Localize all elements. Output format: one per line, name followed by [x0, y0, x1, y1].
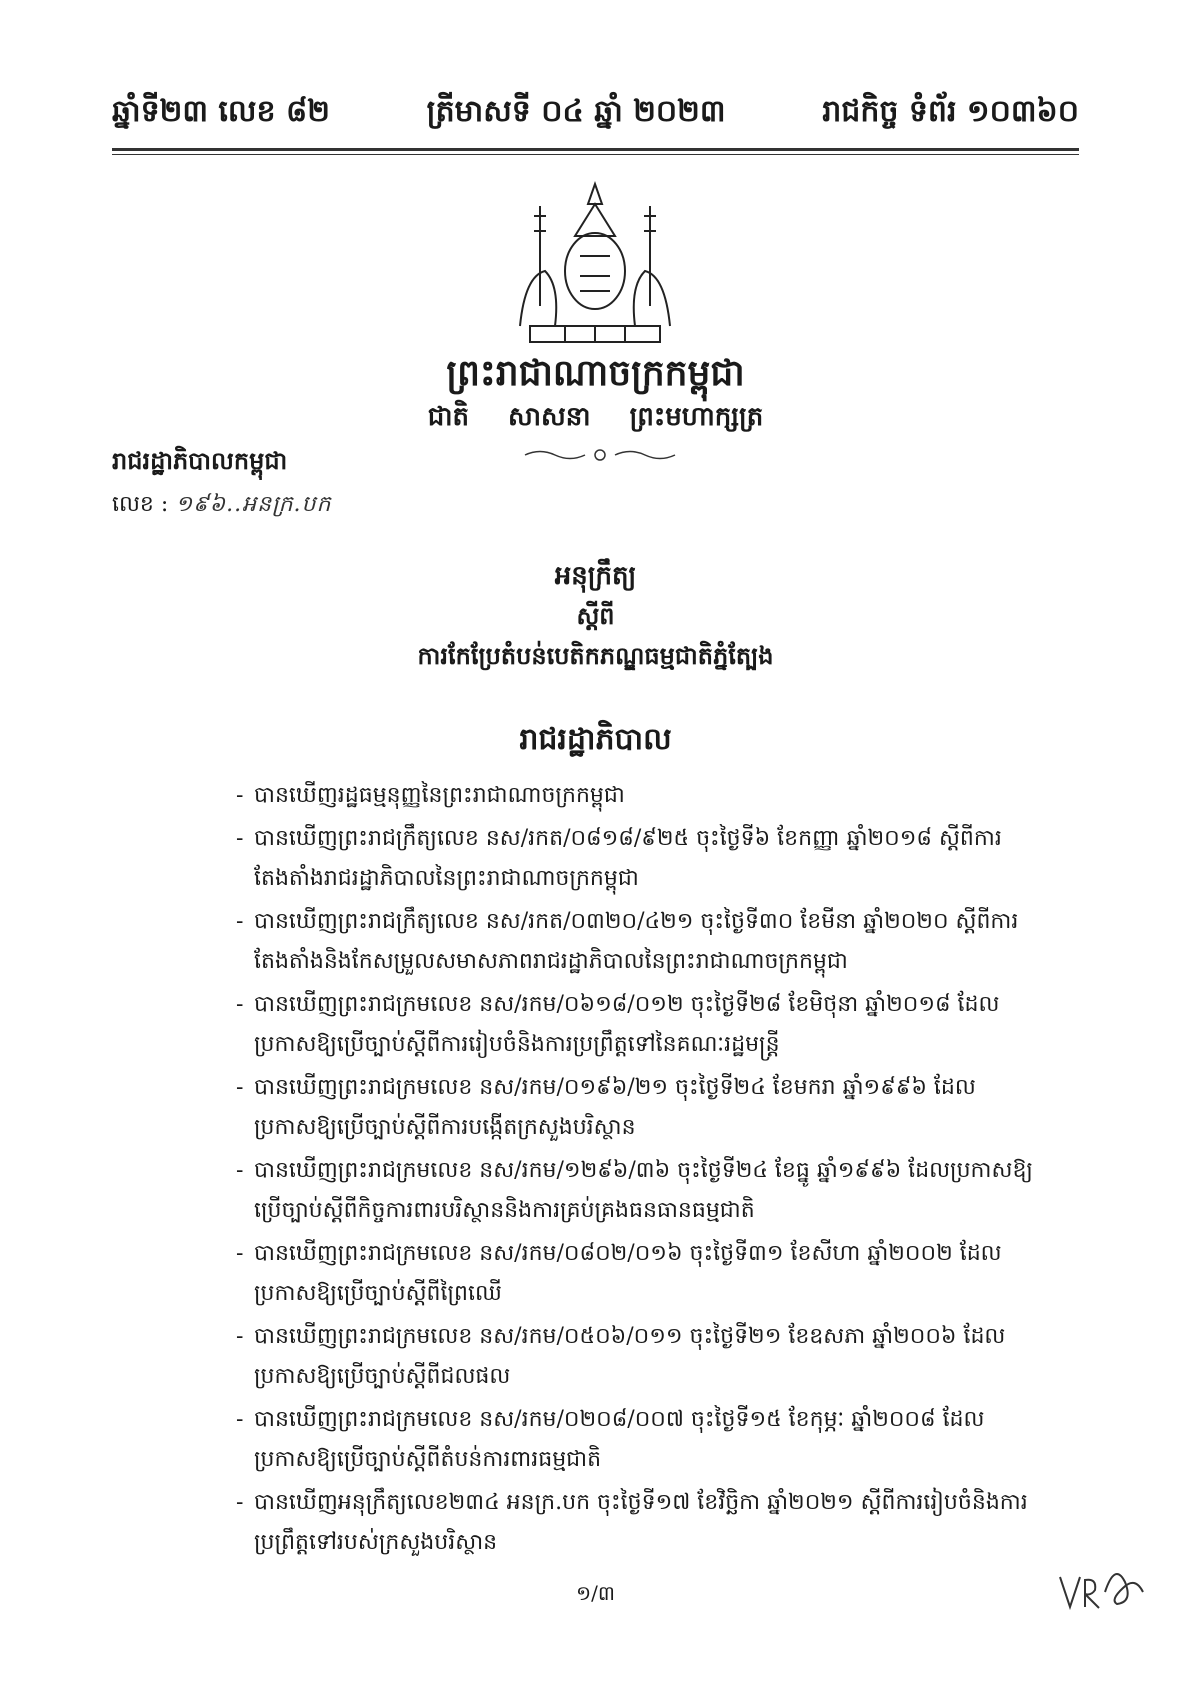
kingdom-name: ព្រះរាជាណាចក្រកម្ពុជា — [446, 352, 745, 394]
document-about: ស្តីពី — [576, 601, 615, 630]
document-type: អនុក្រឹត្យ — [554, 561, 637, 591]
document-subject: ការកែប្រែតំបន់បេតិកភណ្ឌធម្មជាតិភ្នំត្បែង — [417, 641, 774, 670]
clause-item: - បានឃើញព្រះរាជក្រឹត្យលេខ នស/រកត/០៨១៨/៩២៥ ចុះថ្ងៃទី៦ ខែកញ្ញា ឆ្នាំ២០១៨ ស្តីពីការតែងតាំងរាជរដ្ឋាភិបាលនៃព្រះរាជាណាចក្រកម្ពុជា — [236, 819, 1051, 899]
gazette-quarter: ត្រីមាសទី ០៤ ឆ្នាំ ២០២៣ — [426, 94, 726, 129]
clause-item: - បានឃើញព្រះរាជក្រមលេខ នស/រកម/០៥០៦/០១១ ចុះថ្ងៃទី២១ ខែឧសភា ឆ្នាំ២០០៦ ដែលប្រកាសឱ្យប្រើច្បាប់ស្តីពីជលផល — [236, 1317, 1051, 1397]
document-number-label: លេខ : — [112, 492, 169, 517]
government-heading: រាជរដ្ឋាភិបាល — [519, 722, 672, 757]
clause-item: - បានឃើញព្រះរាជក្រឹត្យលេខ នស/រកត/០៣២០/៤២១ ចុះថ្ងៃទី៣០ ខែមីនា ឆ្នាំ២០២០ ស្តីពីការតែងតាំងនិងកែសម្រួលសមាសភាពរាជរដ្ឋាភិបាលនៃព្រះរាជាណាចក្រកម្ពុជា — [236, 902, 1051, 982]
preamble-clauses — [236, 776, 1051, 1566]
national-motto: ជាតិ សាសនា ព្រះមហាក្សត្រ — [427, 402, 764, 432]
clause-item: - បានឃើញព្រះរាជក្រមលេខ នស/រកម/០២០៨/០០៧ ចុះថ្ងៃទី១៥ ខែកុម្ភៈ ឆ្នាំ២០០៨ ដែលប្រកាសឱ្យប្រើច្បាប់ស្តីពីតំបន់ការពារធម្មជាតិ — [236, 1400, 1051, 1480]
document-number — [112, 490, 331, 522]
decorative-divider-icon — [520, 446, 680, 464]
handwritten-initials — [1055, 1552, 1155, 1622]
header-divider — [112, 148, 1079, 155]
page-number: ១/៣ — [576, 1581, 615, 1605]
document-number-value: ១៩៦..អនក្រ.បក — [175, 492, 332, 517]
clause-item: - បានឃើញព្រះរាជក្រមលេខ នស/រកម/១២៩៦/៣៦ ចុះថ្ងៃទី២៤ ខែធ្នូ ឆ្នាំ១៩៩៦ ដែលប្រកាសឱ្យប្រើច្បាប់ស្តីពីកិច្ចការពារបរិស្ថាននិងការគ្រប់គ្រងធនធានធម្មជាតិ — [236, 1151, 1051, 1231]
gazette-page-ref: រាជកិច្ច ទំព័រ ១០៣៦០ — [822, 94, 1079, 129]
royal-coat-of-arms-icon — [500, 176, 690, 346]
clause-item: - បានឃើញព្រះរាជក្រមលេខ នស/រកម/០១៩៦/២១ ចុះថ្ងៃទី២៤ ខែមករា ឆ្នាំ១៩៩៦ ដែលប្រកាសឱ្យប្រើច្បាប់ស្តីពីការបង្កើតក្រសួងបរិស្ថាន — [236, 1068, 1051, 1148]
document-title-block — [0, 556, 1191, 676]
gazette-year-issue: ឆ្នាំទី២៣ លេខ ៨២ — [112, 94, 330, 129]
clause-item: - បានឃើញរដ្ឋធម្មនុញ្ញនៃព្រះរាជាណាចក្រកម្ពុជា — [236, 776, 1051, 816]
clause-item: - បានឃើញព្រះរាជក្រមលេខ នស/រកម/០៦១៨/០១២ ចុះថ្ងៃទី២៨ ខែមិថុនា ឆ្នាំ២០១៨ ដែលប្រកាសឱ្យប្រើច្បាប់ស្តីពីការរៀបចំនិងការប្រព្រឹត្តទៅនៃគណៈរដ្ឋមន្ត្រី — [236, 985, 1051, 1065]
issuing-authority: រាជរដ្ឋាភិបាលកម្ពុជា — [112, 446, 288, 475]
clause-item: - បានឃើញព្រះរាជក្រមលេខ នស/រកម/០៨០២/០១៦ ចុះថ្ងៃទី៣១ ខែសីហា ឆ្នាំ២០០២ ដែលប្រកាសឱ្យប្រើច្បាប់ស្តីពីព្រៃឈើ — [236, 1234, 1051, 1314]
gazette-header — [112, 92, 1079, 136]
clause-item: - បានឃើញអនុក្រឹត្យលេខ២៣៤ អនក្រ.បក ចុះថ្ងៃទី១៧ ខែវិច្ឆិកា ឆ្នាំ២០២១ ស្តីពីការរៀបចំនិងការប្រព្រឹត្តទៅរបស់ក្រសួងបរិស្ថាន — [236, 1483, 1051, 1563]
